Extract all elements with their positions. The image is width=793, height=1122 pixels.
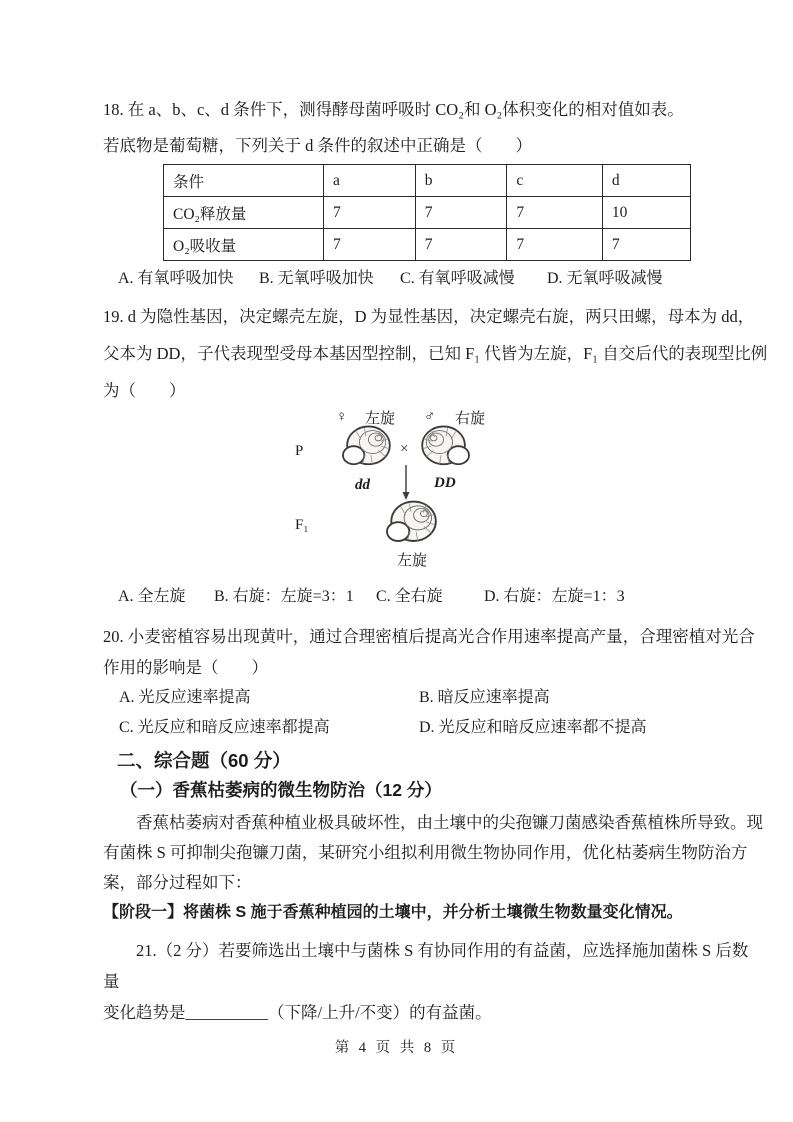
question-19-text-line3: 为（ ）	[103, 381, 186, 400]
question-18-text-line2: 若底物是葡萄糖，下列关于 d 条件的叙述中正确是（ ）	[103, 136, 532, 155]
question-20	[103, 621, 755, 683]
table-header-d: d	[602, 165, 690, 197]
q18-option-b: B. 无氧呼吸加快	[259, 270, 374, 287]
question-21	[103, 935, 749, 997]
table-cell: 10	[602, 197, 690, 229]
page-number-footer: 第 4 页 共 8 页	[334, 1040, 459, 1056]
snail-illustration-female	[339, 424, 393, 470]
female-phenotype-label: 左旋	[365, 411, 396, 427]
table-cell: 7	[507, 197, 603, 229]
section-2-heading: 二、综合题（60 分）	[117, 750, 291, 771]
table-row-co2	[164, 197, 691, 229]
q20-option-c: C. 光反应和暗反应速率都提高	[119, 719, 330, 736]
q19-option-c: C. 全右旋	[376, 588, 443, 605]
table-cell: 7	[415, 229, 507, 261]
q19-option-a: A. 全左旋	[118, 588, 186, 605]
intro-line3: 案，部分过程如下：	[103, 873, 252, 892]
table-cell: 7	[602, 229, 690, 261]
part-1-intro	[103, 808, 763, 898]
q19-option-b: B. 右旋：左旋=3：1	[214, 588, 354, 605]
table-cell: 7	[415, 197, 507, 229]
q20-option-a: A. 光反应速率提高	[119, 689, 251, 706]
intro-line1: 香蕉枯萎病对香蕉种植业极具破坏性，由土壤中的尖孢镰刀菌感染香蕉植株所导致。现	[136, 813, 763, 832]
q18-option-d: D. 无氧呼吸减慢	[547, 270, 663, 287]
table-header-a: a	[324, 165, 416, 197]
q18-option-a: A. 有氧呼吸加快	[118, 270, 234, 287]
question-19-text-line2: 父本为 DD，子代表现型受母本基因型控制，已知 F₁ 代皆为左旋，F₁ 自交后代的表现型比例	[103, 344, 768, 363]
table-cell: O₂吸收量	[164, 229, 324, 261]
q18-option-c: C. 有氧呼吸减慢	[400, 270, 515, 287]
question-19-options	[103, 584, 691, 609]
question-19	[103, 298, 768, 409]
page-content	[103, 92, 768, 1028]
table-row-header	[164, 165, 691, 197]
table-cell: 7	[324, 197, 416, 229]
stage-1-heading: 【阶段一】将菌株 S 施于香蕉种植园的土壤中，并分析土壤微生物数量变化情况。	[103, 904, 683, 921]
cross-symbol: ×	[400, 441, 409, 457]
respiration-table	[163, 164, 691, 261]
table-header-condition: 条件	[164, 165, 324, 197]
snail-cross-figure	[103, 409, 691, 579]
table-cell: 7	[324, 229, 416, 261]
table-row-o2	[164, 229, 691, 261]
male-phenotype-label: 右旋	[455, 411, 486, 427]
q19-option-d: D. 右旋：左旋=1：3	[484, 588, 625, 605]
snail-illustration-f1	[383, 499, 439, 547]
table-header-c: c	[507, 165, 603, 197]
question-20-text-line1: 20. 小麦密植容易出现黄叶，通过合理密植后提高光合作用速率提高产量，合理密植对光合	[103, 627, 755, 646]
table-cell: CO₂释放量	[164, 197, 324, 229]
intro-line2: 有菌株 S 可抑制尖孢镰刀菌，某研究小组拟利用微生物协同作用，优化枯萎病生物防治方	[103, 843, 748, 862]
question-19-text-line1: 19. d 为隐性基因，决定螺壳左旋，D 为显性基因，决定螺壳右旋，两只田螺，母本为 dd，	[103, 307, 755, 326]
snail-illustration-male	[418, 424, 474, 470]
male-symbol: ♂	[424, 409, 436, 425]
question-20-options	[103, 683, 691, 743]
part-1-heading: （一）香蕉枯萎病的微生物防治（12 分）	[120, 780, 442, 800]
descent-arrow-icon	[400, 463, 412, 503]
male-genotype-label: DD	[434, 475, 456, 491]
question-21-text-line1: 21.（2 分）若要筛选出土壤中与菌株 S 有协同作用的有益菌，应选择施加菌株 S 后数	[136, 941, 749, 960]
question-20-text-line2: 作用的影响是（ ）	[103, 658, 268, 677]
p-generation-label: P	[295, 443, 304, 459]
f1-phenotype-label: 左旋	[397, 553, 428, 569]
question-18-text-line1: 18. 在 a、b、c、d 条件下，测得酵母菌呼吸时 CO₂和 O₂体积变化的相对值如表。	[103, 100, 684, 119]
question-18	[103, 92, 691, 164]
table-header-b: b	[415, 165, 507, 197]
question-21-blank-line: 变化趋势是__________（下降/上升/不变）的有益菌。	[103, 1003, 492, 1022]
female-genotype-label: dd	[355, 477, 370, 493]
female-symbol: ♀	[336, 409, 348, 425]
question-18-options	[103, 266, 691, 291]
table-cell: 7	[507, 229, 603, 261]
q20-option-b: B. 暗反应速率提高	[419, 689, 550, 706]
q20-option-d: D. 光反应和暗反应速率都不提高	[419, 719, 647, 736]
question-21-text-line2: 量	[103, 972, 120, 991]
f1-generation-label: F₁	[295, 517, 309, 533]
